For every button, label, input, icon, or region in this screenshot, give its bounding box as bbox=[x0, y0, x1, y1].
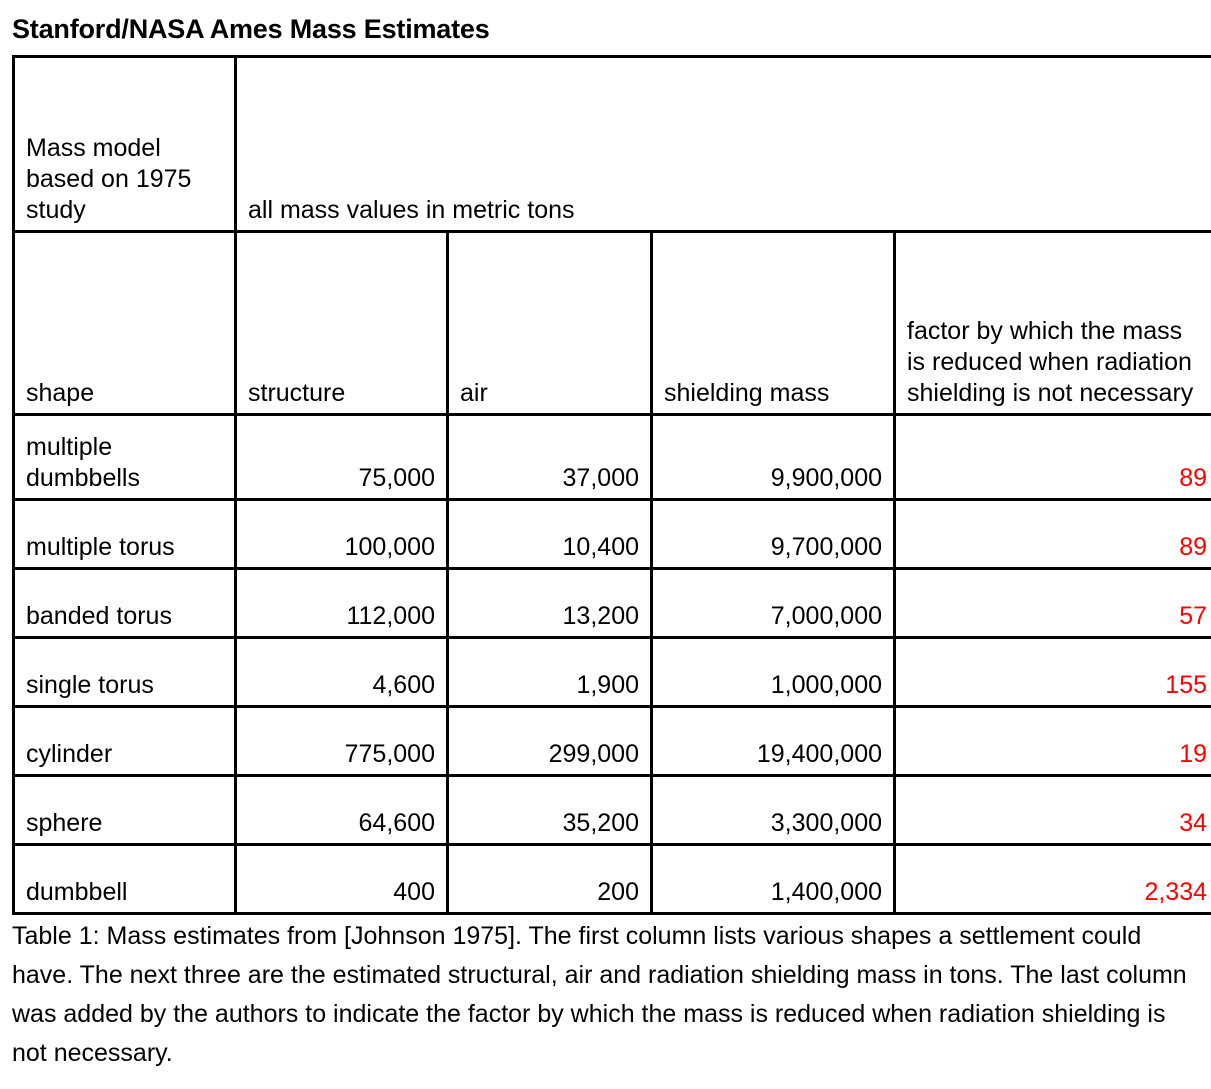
cell-air: 10,400 bbox=[448, 500, 652, 569]
cell-air: 200 bbox=[448, 845, 652, 914]
mass-estimates-table bbox=[12, 55, 1211, 915]
cell-shape: single torus bbox=[14, 638, 236, 707]
cell-shielding-mass: 1,000,000 bbox=[652, 638, 895, 707]
cell-air: 1,900 bbox=[448, 638, 652, 707]
page-title: Stanford/NASA Ames Mass Estimates bbox=[12, 14, 490, 44]
cell-shielding-mass: 19,400,000 bbox=[652, 707, 895, 776]
cell-shielding-mass: 9,700,000 bbox=[652, 500, 895, 569]
table-row bbox=[14, 845, 1211, 914]
cell-structure: 64,600 bbox=[236, 776, 448, 845]
cell-shape: sphere bbox=[14, 776, 236, 845]
cell-air: 13,200 bbox=[448, 569, 652, 638]
cell-factor: 89 bbox=[895, 415, 1211, 500]
column-header-shielding-mass: shielding mass bbox=[652, 232, 895, 415]
column-header-factor: factor by which the mass is reduced when radiation shielding is not necessary bbox=[895, 232, 1211, 415]
table-body bbox=[14, 57, 1211, 914]
cell-structure: 400 bbox=[236, 845, 448, 914]
cell-factor: 2,334 bbox=[895, 845, 1211, 914]
cell-factor: 57 bbox=[895, 569, 1211, 638]
cell-factor: 19 bbox=[895, 707, 1211, 776]
table-row bbox=[14, 569, 1211, 638]
table-row bbox=[14, 707, 1211, 776]
table-row bbox=[14, 776, 1211, 845]
cell-shielding-mass: 1,400,000 bbox=[652, 845, 895, 914]
cell-factor: 155 bbox=[895, 638, 1211, 707]
table-caption: Table 1: Mass estimates from [Johnson 1975]. The first column lists various shapes a settlement could have. The next three are the estimated structural, air and radiation shielding mass in tons. The last column was added by the authors to indicate the factor by which the mass is reduced when radiation shielding is not necessary. bbox=[12, 922, 1187, 1067]
cell-structure: 775,000 bbox=[236, 707, 448, 776]
table-meta-row bbox=[14, 57, 1211, 232]
table-row bbox=[14, 638, 1211, 707]
cell-structure: 100,000 bbox=[236, 500, 448, 569]
table-row bbox=[14, 415, 1211, 500]
cell-shape: cylinder bbox=[14, 707, 236, 776]
cell-shielding-mass: 7,000,000 bbox=[652, 569, 895, 638]
cell-air: 299,000 bbox=[448, 707, 652, 776]
cell-shielding-mass: 3,300,000 bbox=[652, 776, 895, 845]
mass-estimates-table-container bbox=[12, 55, 1211, 906]
cell-shape: multiple torus bbox=[14, 500, 236, 569]
column-header-shape: shape bbox=[14, 232, 236, 415]
column-header-air: air bbox=[448, 232, 652, 415]
mass-model-note-cell: Mass model based on 1975 study bbox=[14, 57, 236, 232]
cell-factor: 34 bbox=[895, 776, 1211, 845]
cell-shape: multiple dumbbells bbox=[14, 415, 236, 500]
cell-structure: 4,600 bbox=[236, 638, 448, 707]
cell-air: 35,200 bbox=[448, 776, 652, 845]
cell-shielding-mass: 9,900,000 bbox=[652, 415, 895, 500]
cell-air: 37,000 bbox=[448, 415, 652, 500]
cell-structure: 75,000 bbox=[236, 415, 448, 500]
cell-shape: dumbbell bbox=[14, 845, 236, 914]
table-header-row bbox=[14, 232, 1211, 415]
cell-structure: 112,000 bbox=[236, 569, 448, 638]
cell-shape: banded torus bbox=[14, 569, 236, 638]
units-note-cell: all mass values in metric tons bbox=[236, 57, 1211, 232]
table-row bbox=[14, 500, 1211, 569]
column-header-structure: structure bbox=[236, 232, 448, 415]
cell-factor: 89 bbox=[895, 500, 1211, 569]
